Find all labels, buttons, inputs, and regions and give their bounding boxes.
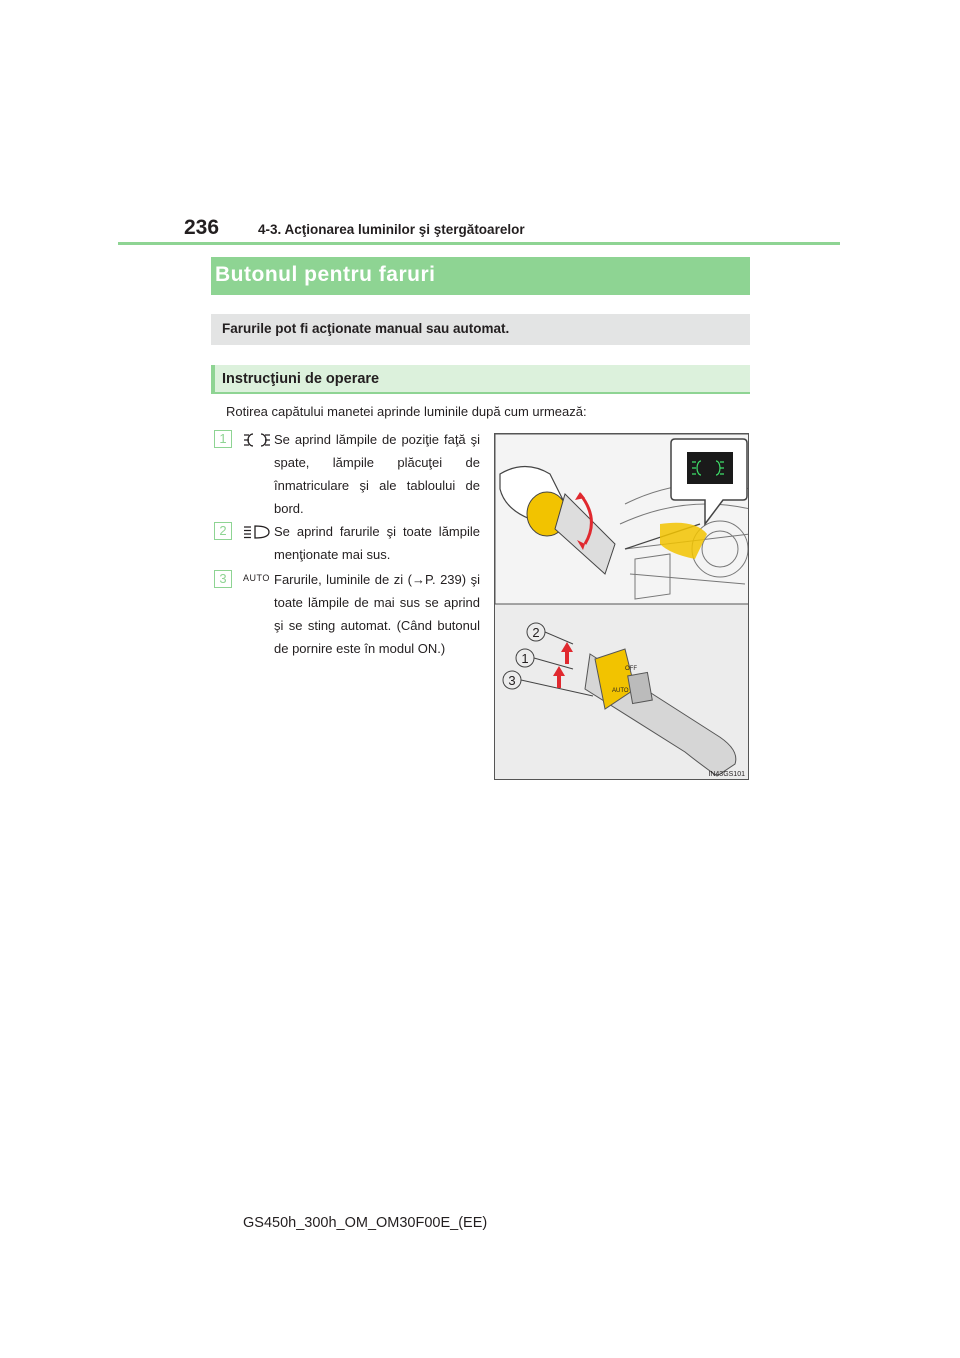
item-text-1 (274, 428, 480, 520)
figure-code: IN43GS101 (708, 771, 745, 778)
callout-2: 2 (532, 625, 540, 640)
auto-icon: AUTO (243, 573, 270, 583)
headlights-icon (243, 524, 271, 540)
item-text-2-content: Se aprind farurile şi toate lămpile menţionate mai sus. (274, 524, 480, 562)
item-text-2 (274, 520, 480, 566)
subsection-accent (211, 365, 215, 394)
item-number-3: 3 (214, 570, 232, 588)
callout-1: 1 (521, 651, 529, 666)
chapter-title: 4-3. Acţionarea luminilor şi ştergătoarelor (258, 222, 525, 237)
figure-illustration (495, 434, 749, 780)
subsection-title: Instrucţiuni de operare (222, 371, 380, 387)
headlight-switch-figure (494, 433, 749, 780)
intro-text: Farurile pot fi acţionate manual sau automat. (222, 321, 510, 336)
footer-doc-id: GS450h_300h_OM_OM30F00E_(EE) (243, 1215, 488, 1231)
callout-3: 3 (508, 673, 516, 688)
header-rule (118, 242, 840, 245)
side-lights-icon (243, 432, 271, 448)
item-number-1: 1 (214, 430, 232, 448)
item-text-1-content: Se aprind lămpile de poziţie faţă şi spate, lămpile plăcuţei de înmatriculare şi ale tabloului de bord. (274, 432, 480, 516)
stalk-label-auto: AUTO (612, 688, 629, 694)
lead-paragraph: Rotirea capătului manetei aprinde luminile după cum urmează: (226, 404, 587, 419)
section-title: Butonul pentru faruri (215, 263, 436, 286)
page-number: 236 (184, 216, 220, 239)
item-number-2: 2 (214, 522, 232, 540)
item-text-3-content: Farurile, luminile de zi (→P. 239) şi toate lămpile de mai sus se aprind şi se sting automat. (Când butonul de pornire este în modul ON.) (274, 572, 480, 656)
stalk-label-off: OFF (625, 666, 637, 672)
item-text-3 (274, 568, 480, 660)
